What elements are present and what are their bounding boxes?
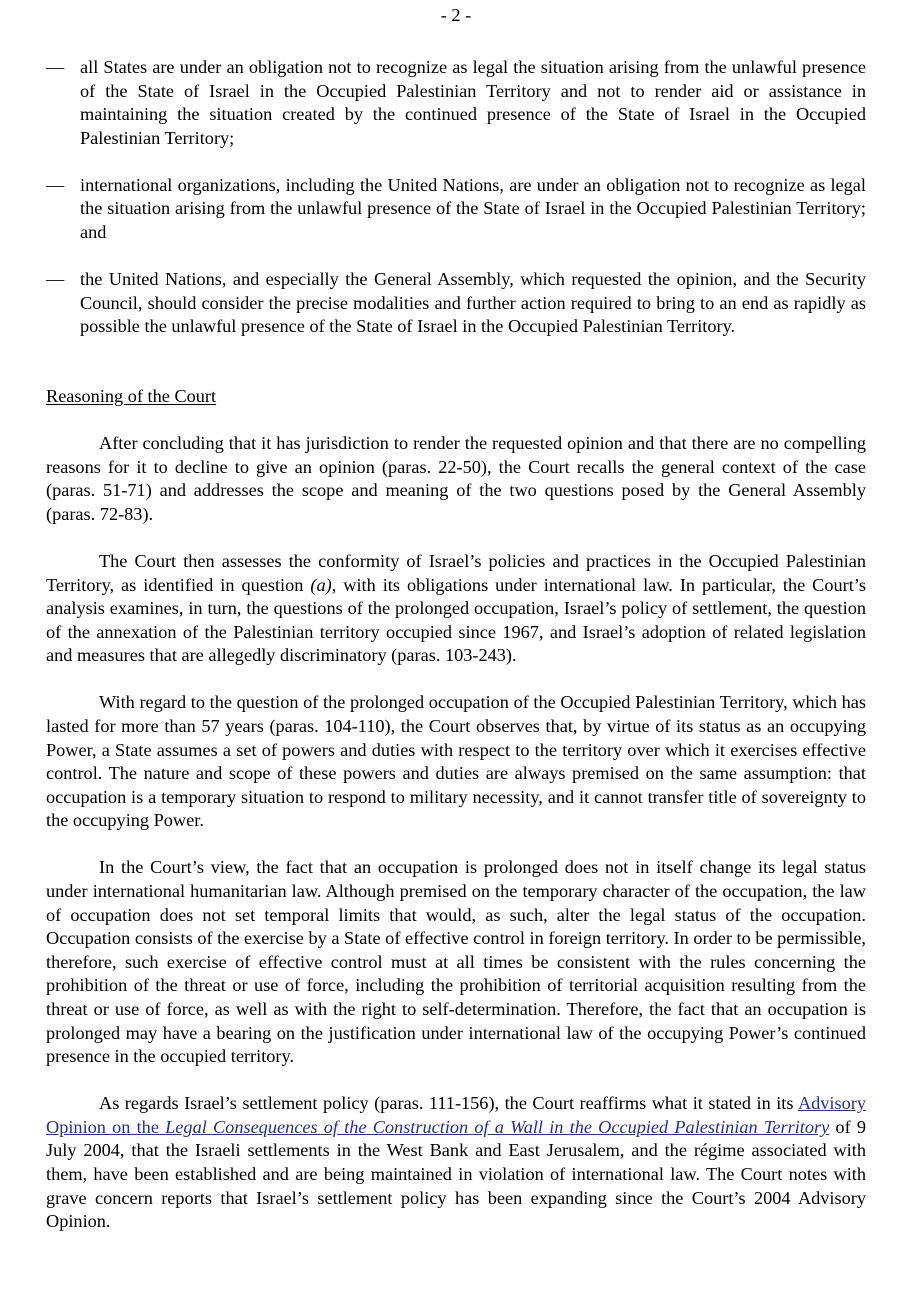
em-dash-bullet: — <box>46 269 65 290</box>
bullet-item <box>46 56 866 150</box>
bullet-item <box>46 174 866 245</box>
paragraph-text: , with its obligations under international law. In particular, the Court’s analysis examines, in turn, the questions of the prolonged occupation, Israel’s policy of settlement, the question of the annexation of the Palestinian territory occupied since 1967, and Israel’s adoption of related legislation and measures that are allegedly discriminatory (paras. 103-243). <box>46 574 866 666</box>
italic-text: (a) <box>310 574 332 595</box>
em-dash-bullet: — <box>46 57 65 77</box>
paragraph: With regard to the question of the prolonged occupation of the Occupied Palestinian Territory, which has lasted for more than 57 years (paras. 104-110), the Court observes that, by virtue of its status as an occupying Power, a State assumes a set of powers and duties with respect to the territory over which it exercises effective control. The nature and scope of these powers and duties are always premised on the same assumption: that occupation is a temporary situation to respond to military necessity, and it cannot transfer title of sovereignty to the occupying Power. <box>46 692 866 831</box>
bullet-text: all States are under an obligation not to recognize as legal the situation arising from the unlawful presence of the State of Israel in the Occupied Palestinian Territory and not to render aid or assistance in maintaining the situation created by the continued presence of the State of Israel in the Occupied Palestinian Territory; <box>80 57 866 148</box>
bullet-text: international organizations, including the United Nations, are under an obligation not to recognize as legal the situation arising from the unlawful presence of the State of Israel in the Occupied Palestinian Territory; and <box>80 174 866 243</box>
paragraph-text: of 9 July 2004, that the Israeli settlements in the West Bank and East Jerusalem, and the régime associated with them, have been established and are being maintained in violation of international law. The Court notes with grave concern reports that Israel’s settlement policy has been expanding since the Court’s 2004 Advisory Opinion. <box>46 1116 867 1232</box>
document-body <box>46 56 866 1257</box>
paragraph: In the Court’s view, the fact that an occupation is prolonged does not in itself change its legal status under international humanitarian law. Although premised on the temporary character of the occupation, the law of occupation does not set temporal limits that would, as such, alter the legal status of the occupation. Occupation consists of the exercise by a State of effective control in foreign territory. In order to be permissible, therefore, such exercise of effective control must at all times be consistent with the rules concerning the prohibition of the threat or use of force, including the prohibition of territorial acquisition resulting from the threat or use of force, as well as with the right to self-determination. Therefore, the fact that an occupation is prolonged may have a bearing on the justification under international law of the occupying Power’s continued presence in the occupied territory. <box>46 857 866 1067</box>
paragraph: After concluding that it has jurisdiction to render the requested opinion and that there are no compelling reasons for it to decline to give an opinion (paras. 22-50), the Court recalls the general context of the case (paras. 51-71) and addresses the scope and meaning of the two questions posed by the General Assembly (paras. 72-83). <box>46 433 866 524</box>
section-heading: Reasoning of the Court <box>46 385 217 406</box>
paragraph <box>46 1092 866 1234</box>
link-text: Advisory Opinion on the <box>46 1093 866 1137</box>
paragraph <box>46 550 866 668</box>
paragraph-text: As regards Israel’s settlement policy (paras. 111-156), the Court reaffirms what it stated in its <box>99 1093 798 1114</box>
bullet-text: the United Nations, and especially the General Assembly, which requested the opinion, and the Security Council, should consider the precise modalities and further action required to bring to an end as rapidly as possible the unlawful presence of the State of Israel in the Occupied Palestinian Territory. <box>80 269 866 337</box>
bullet-item <box>46 268 866 339</box>
em-dash-bullet: — <box>46 174 65 195</box>
page-number: - 2 - <box>440 5 472 25</box>
paragraph-text: The Court then assesses the conformity of Israel’s policies and practices in the Occupied Palestinian Territory, as identified in question <box>46 550 866 595</box>
link-italic-text: Legal Consequences of the Construction of a Wall in the Occupied Palestinian Territory <box>165 1116 830 1137</box>
